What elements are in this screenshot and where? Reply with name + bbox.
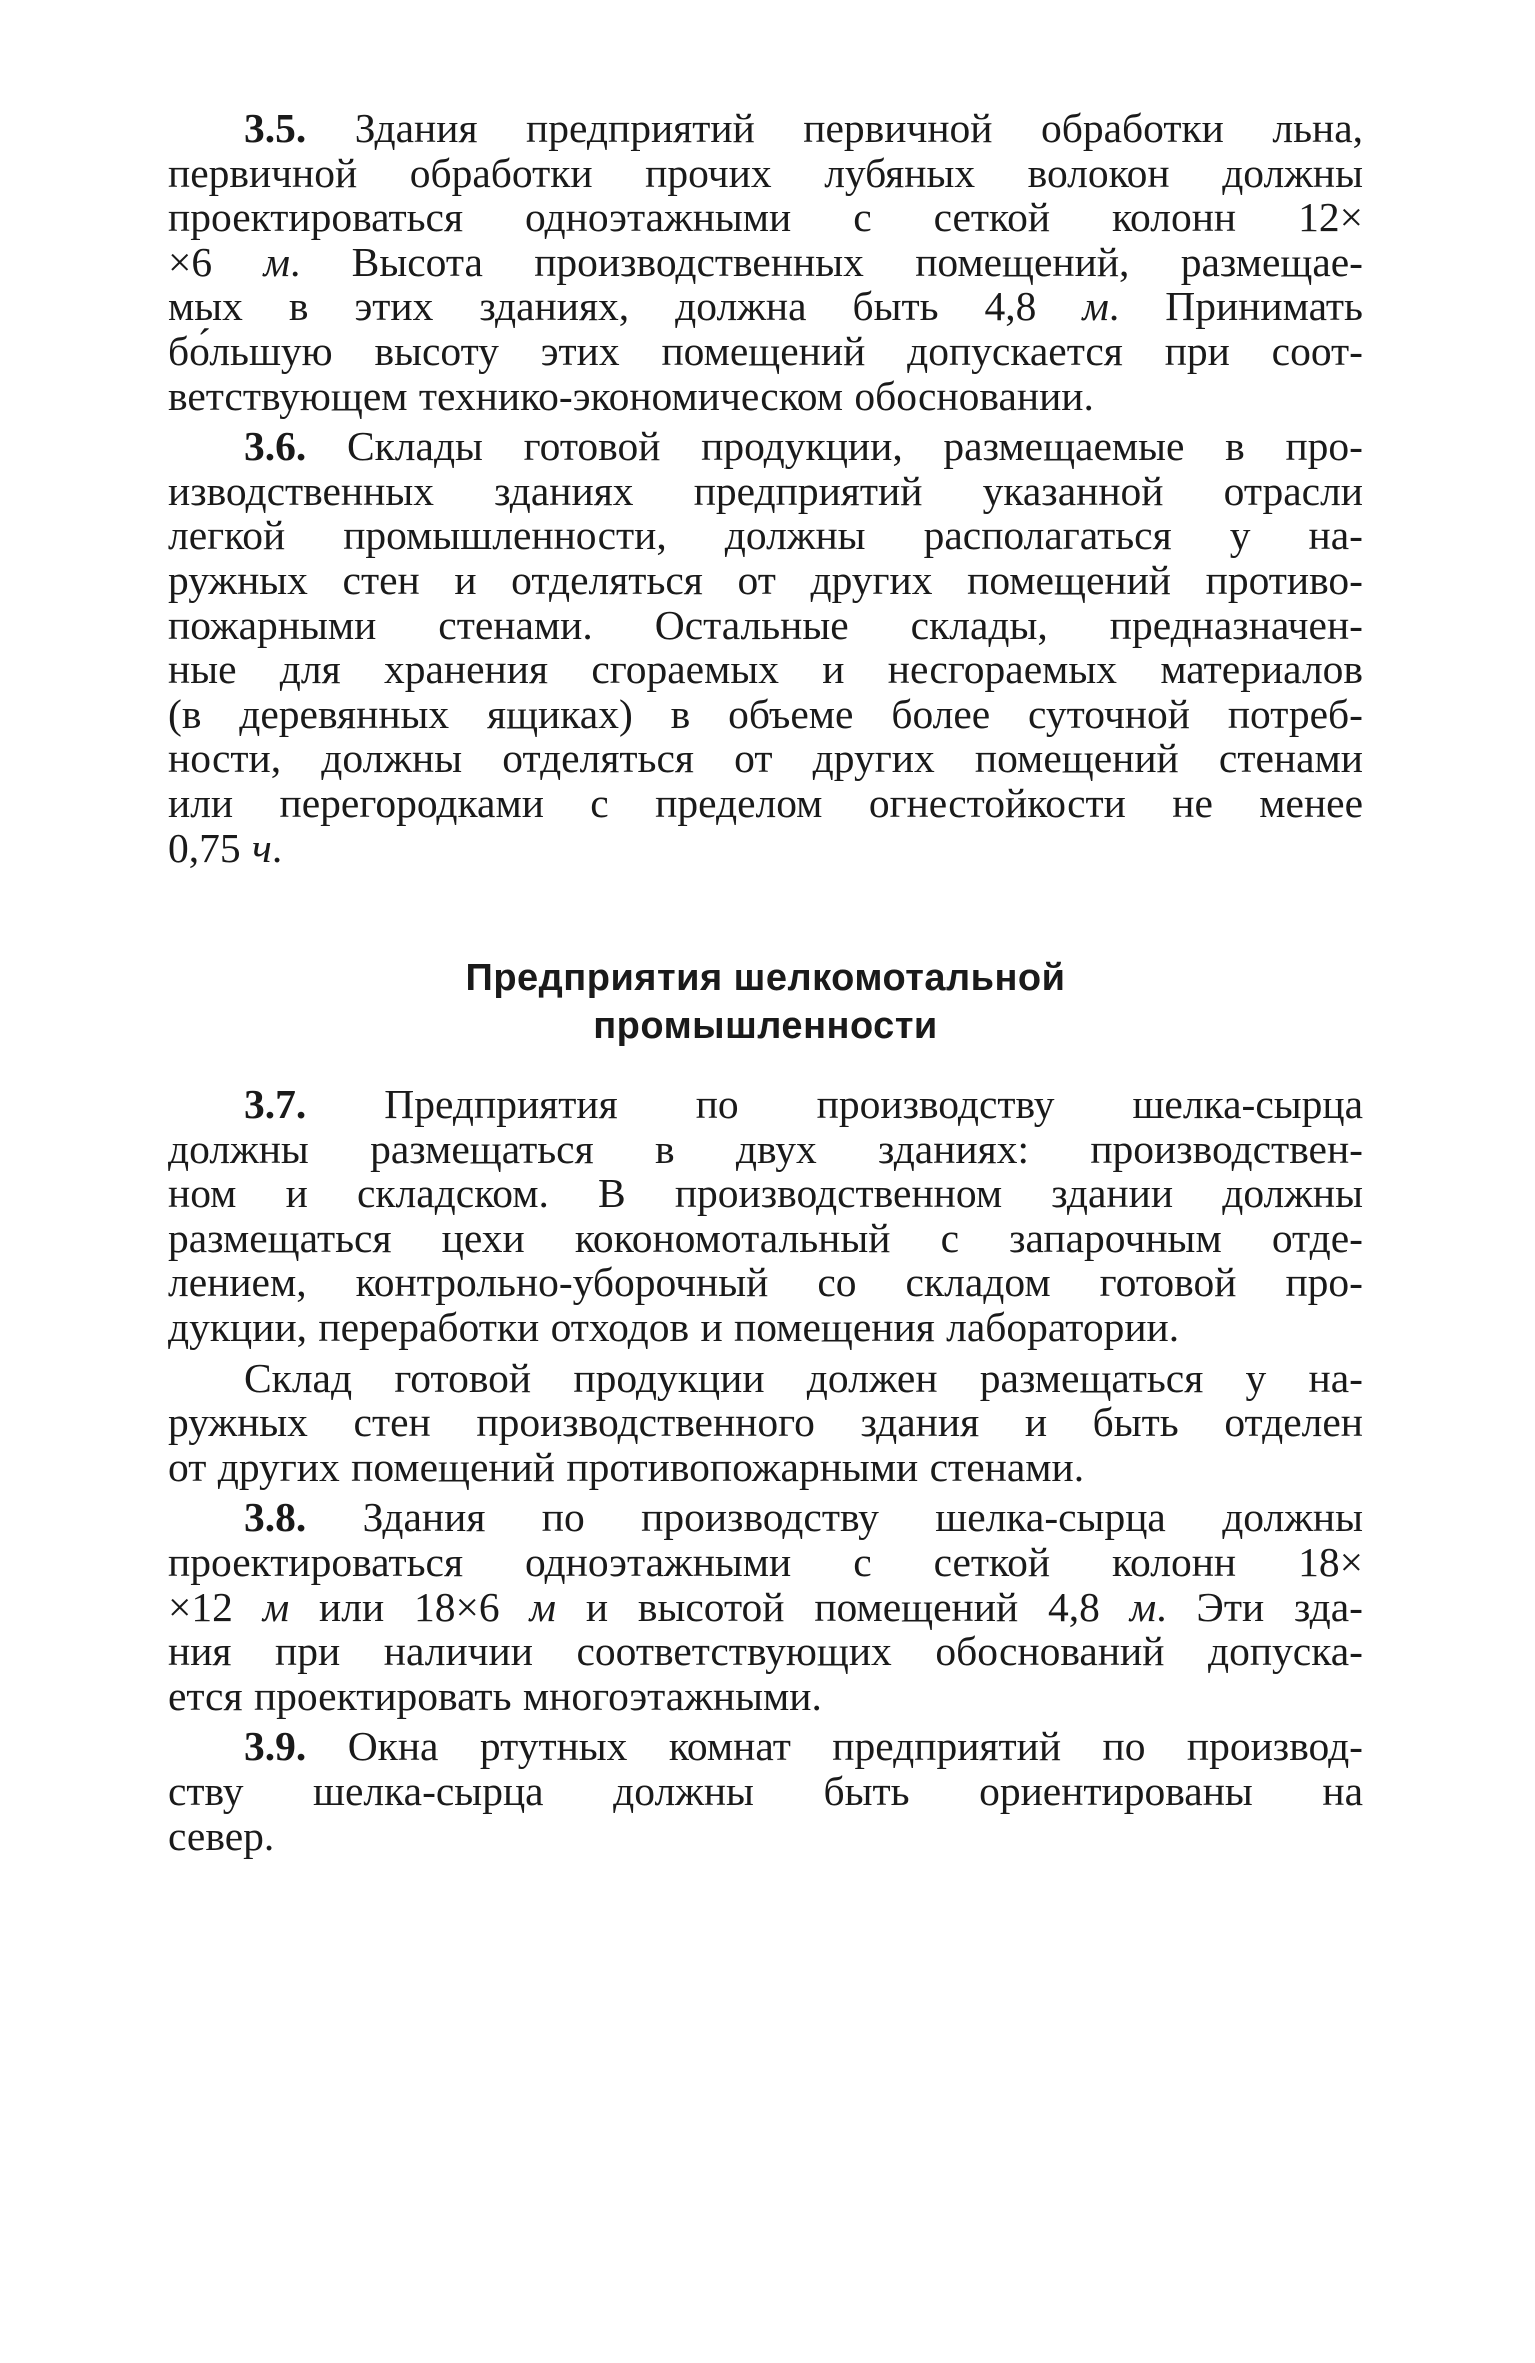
text-line: или перегородками с пределом огнестойкости не менее — [168, 779, 1363, 826]
text-fragment: . — [271, 824, 283, 871]
paragraph-3-7 — [168, 1082, 1363, 1350]
text-fragment: Окна ртутных комнат предприятий по производ- — [347, 1723, 1364, 1770]
heading-line: промышленности — [593, 1005, 938, 1047]
text-line — [168, 240, 1363, 285]
text-line: ружных стен и отделяться от других помещений противо- — [168, 556, 1363, 603]
paragraph-3-7-continued — [168, 1356, 1363, 1490]
text-line: легкой промышленности, должны располагаться у на- — [168, 512, 1363, 559]
text-line — [168, 826, 1363, 871]
section-heading — [168, 954, 1363, 1050]
text-fragment: Предприятия по производству шелка-сырца — [384, 1081, 1364, 1127]
text-line — [168, 1585, 1363, 1630]
text-line: ружных стен производственного здания и быть отделен — [168, 1399, 1363, 1446]
text-fragment: . Эти зда- — [1156, 1583, 1363, 1630]
paragraph-3-8 — [168, 1495, 1363, 1718]
paragraph-number: 3.9. — [244, 1723, 307, 1770]
text-line — [168, 1495, 1363, 1540]
text-line: ветствующем технико-экономическом обосновании. — [168, 372, 1094, 419]
text-line: север. — [168, 1812, 275, 1859]
paragraph-number: 3.6. — [244, 423, 307, 470]
paragraph-3-9 — [168, 1724, 1363, 1858]
text-line: ности, должны отделяться от других помещений стенами — [168, 735, 1363, 782]
text-line: должны размещаться в двух зданиях: производствен- — [168, 1125, 1363, 1172]
unit-meter: м — [263, 238, 290, 285]
section-2-text — [168, 1082, 1363, 1858]
text-line: размещаться цехи кокономотальный с запарочным отде- — [168, 1214, 1363, 1261]
text-line: проектироваться одноэтажными с сеткой колонн 12× — [168, 194, 1363, 241]
text-fragment: . Высота производственных помещений, размещае- — [289, 238, 1363, 285]
text-line: пожарными стенами. Остальные склады, предназначен- — [168, 601, 1363, 648]
unit-meter: м — [262, 1583, 290, 1630]
text-fragment: Склады готовой продукции, размещаемые в про- — [346, 423, 1364, 470]
paragraph-number: 3.8. — [244, 1494, 307, 1541]
text-fragment: ×12 — [168, 1583, 263, 1630]
text-line — [168, 284, 1363, 329]
text-line: лением, контрольно-уборочный со складом готовой про- — [168, 1259, 1363, 1306]
paragraph-number: 3.7. — [244, 1081, 307, 1127]
unit-meter: м — [1082, 283, 1109, 330]
text-fragment: Здания предприятий первичной обработки льна, — [354, 105, 1364, 151]
section-1-text — [168, 106, 1363, 870]
text-fragment: Здания по производству шелка-сырца должны — [362, 1494, 1363, 1541]
text-line: Склад готовой продукции должен размещаться у на- — [244, 1354, 1363, 1401]
text-line: ству шелка-сырца должны быть ориентированы на — [168, 1767, 1363, 1814]
text-fragment: ×6 — [168, 238, 264, 285]
text-fragment: и высотой помещений 4,8 — [556, 1583, 1130, 1630]
text-line: дукции, переработки отходов и помещения лаборатории. — [168, 1303, 1180, 1350]
unit-meter: м — [529, 1583, 556, 1630]
text-line — [168, 424, 1363, 469]
text-fragment: 0,75 — [168, 824, 252, 871]
text-fragment: или 18×6 — [289, 1583, 530, 1630]
text-line — [168, 1082, 1363, 1127]
paragraph-3-6 — [168, 424, 1363, 870]
paragraph-3-5 — [168, 106, 1363, 418]
text-line: (в деревянных ящиках) в объеме более суточной потреб- — [168, 690, 1363, 737]
text-line: от других помещений противопожарными стенами. — [168, 1443, 1085, 1490]
text-line: изводственных зданиях предприятий указанной отрасли — [168, 467, 1363, 514]
text-line: первичной обработки прочих лубяных волокон должны — [168, 149, 1363, 196]
text-line: проектироваться одноэтажными с сеткой колонн 18× — [168, 1538, 1363, 1585]
unit-hour: ч — [252, 824, 272, 871]
text-line: ется проектировать многоэтажными. — [168, 1672, 822, 1719]
text-fragment: . Принимать — [1108, 283, 1363, 330]
text-line: ния при наличии соответствующих обоснований допуска- — [168, 1628, 1363, 1675]
text-line: бо́льшую высоту этих помещений допускается при соот- — [168, 327, 1363, 374]
text-fragment: мых в этих зданиях, должна быть 4,8 — [168, 283, 1083, 330]
heading-line: Предприятия шелкомотальной — [465, 957, 1066, 999]
text-line — [168, 1724, 1363, 1769]
unit-meter: м — [1129, 1583, 1157, 1630]
paragraph-number: 3.5. — [244, 105, 307, 151]
text-line: ные для хранения сгораемых и несгораемых материалов — [168, 646, 1363, 693]
text-line — [168, 106, 1363, 151]
text-line: ном и складском. В производственном здании должны — [168, 1170, 1363, 1217]
